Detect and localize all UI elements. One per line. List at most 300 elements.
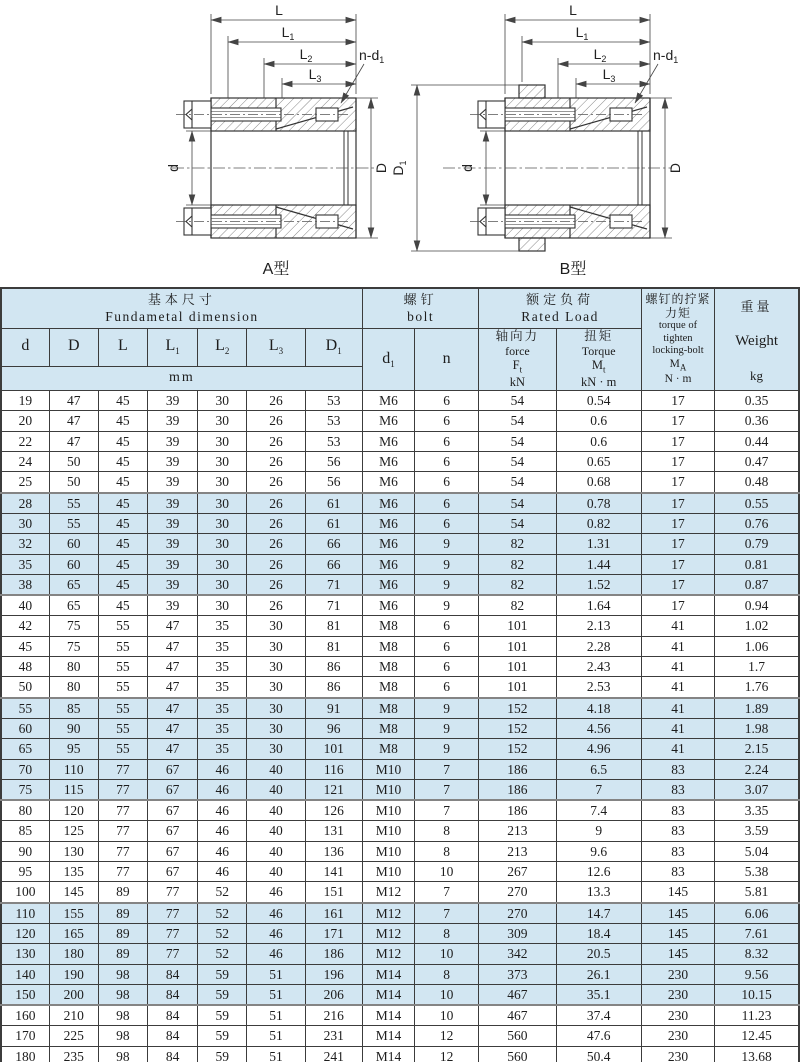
cell-L2: 46 — [198, 841, 247, 861]
cell-tighten-torque: 41 — [641, 616, 714, 636]
cell-weight: 7.61 — [715, 923, 799, 943]
cell-L2: 52 — [198, 944, 247, 964]
technical-drawings — [0, 0, 800, 287]
cell-torque: 2.28 — [556, 636, 641, 656]
cell-torque: 0.68 — [556, 472, 641, 493]
cell-d: 140 — [1, 964, 49, 984]
cell-D: 95 — [49, 739, 98, 759]
cell-n: 9 — [415, 534, 479, 554]
cell-d1: M14 — [362, 1005, 414, 1026]
dim-label-D: D — [667, 162, 683, 174]
cell-d: 32 — [1, 534, 49, 554]
dim-label-L3: $L_3$ — [308, 66, 322, 84]
cell-L: 45 — [98, 513, 147, 533]
cell-D: 65 — [49, 574, 98, 595]
cell-d: 100 — [1, 882, 49, 903]
cell-d1: M12 — [362, 923, 414, 943]
cell-d1: M6 — [362, 554, 414, 574]
cell-L1: 39 — [148, 472, 198, 493]
cell-D1: 61 — [305, 513, 362, 533]
cell-axial-force: 54 — [479, 452, 556, 472]
cell-tighten-torque: 17 — [641, 595, 714, 616]
table-row — [1, 882, 799, 903]
header-row-1 — [1, 288, 799, 328]
cell-L2: 30 — [198, 595, 247, 616]
cell-D: 50 — [49, 472, 98, 493]
cell-axial-force: 560 — [479, 1026, 556, 1046]
cell-tighten-torque: 41 — [641, 718, 714, 738]
cell-tighten-torque: 17 — [641, 452, 714, 472]
cell-L: 55 — [98, 739, 147, 759]
table-row — [1, 472, 799, 493]
cell-tighten-torque: 145 — [641, 903, 714, 924]
cell-L: 45 — [98, 472, 147, 493]
cell-n: 9 — [415, 595, 479, 616]
cell-D1: 241 — [305, 1046, 362, 1062]
header-bolt: 螺钉 bolt — [362, 288, 478, 328]
cell-d1: M8 — [362, 616, 414, 636]
cell-tighten-torque: 17 — [641, 513, 714, 533]
table-row — [1, 964, 799, 984]
cell-D1: 216 — [305, 1005, 362, 1026]
cell-axial-force: 101 — [479, 616, 556, 636]
cell-L1: 67 — [148, 779, 198, 800]
cell-axial-force: 101 — [479, 677, 556, 698]
cell-n: 7 — [415, 800, 479, 821]
cell-weight: 1.02 — [715, 616, 799, 636]
cell-D1: 141 — [305, 862, 362, 882]
cell-L1: 47 — [148, 718, 198, 738]
cell-D: 235 — [49, 1046, 98, 1062]
cell-weight: 8.32 — [715, 944, 799, 964]
cell-n: 9 — [415, 698, 479, 719]
type-b-drawing — [383, 0, 703, 287]
cell-D1: 151 — [305, 882, 362, 903]
cell-D1: 53 — [305, 431, 362, 451]
dim-label-L1: $L_1$ — [281, 24, 295, 42]
cell-D: 47 — [49, 431, 98, 451]
table-row — [1, 821, 799, 841]
cell-L3: 26 — [247, 513, 305, 533]
cell-tighten-torque: 17 — [641, 431, 714, 451]
cell-L1: 47 — [148, 636, 198, 656]
cell-L: 98 — [98, 964, 147, 984]
cell-D: 225 — [49, 1026, 98, 1046]
cell-weight: 12.45 — [715, 1026, 799, 1046]
cell-L3: 46 — [247, 944, 305, 964]
cell-L2: 35 — [198, 677, 247, 698]
table-row — [1, 779, 799, 800]
cell-d1: M6 — [362, 431, 414, 451]
table-body — [1, 391, 799, 1062]
header-dim-L2: $L_2$ — [198, 328, 247, 366]
cell-tighten-torque: 83 — [641, 759, 714, 779]
cell-torque: 0.78 — [556, 493, 641, 514]
cell-n: 9 — [415, 574, 479, 595]
cell-L: 55 — [98, 677, 147, 698]
table-row — [1, 677, 799, 698]
cell-axial-force: 82 — [479, 554, 556, 574]
cell-D1: 66 — [305, 554, 362, 574]
cell-weight: 1.7 — [715, 657, 799, 677]
cell-axial-force: 467 — [479, 984, 556, 1005]
cell-D1: 131 — [305, 821, 362, 841]
cell-torque: 7.4 — [556, 800, 641, 821]
cell-L1: 39 — [148, 452, 198, 472]
cell-n: 9 — [415, 718, 479, 738]
table-row — [1, 431, 799, 451]
cell-axial-force: 54 — [479, 472, 556, 493]
cell-L2: 46 — [198, 862, 247, 882]
cell-tighten-torque: 83 — [641, 841, 714, 861]
cell-D: 130 — [49, 841, 98, 861]
cell-d: 80 — [1, 800, 49, 821]
header-tighten-torque: 螺钉的拧紧 力矩 torque of tighten locking-bolt $M_A$ N · m — [641, 288, 714, 391]
cell-d1: M6 — [362, 534, 414, 554]
cell-d1: M12 — [362, 944, 414, 964]
cell-weight: 0.87 — [715, 574, 799, 595]
cell-n: 8 — [415, 964, 479, 984]
cell-D: 55 — [49, 513, 98, 533]
cell-d1: M8 — [362, 698, 414, 719]
cell-tighten-torque: 83 — [641, 821, 714, 841]
cell-n: 7 — [415, 759, 479, 779]
cell-weight: 0.55 — [715, 493, 799, 514]
dim-label-L3: $L_3$ — [602, 66, 616, 84]
cell-torque: 14.7 — [556, 903, 641, 924]
table-row — [1, 534, 799, 554]
cell-axial-force: 270 — [479, 903, 556, 924]
cell-L2: 59 — [198, 1026, 247, 1046]
cell-weight: 5.04 — [715, 841, 799, 861]
cell-D: 80 — [49, 657, 98, 677]
cell-L3: 30 — [247, 698, 305, 719]
cell-d1: M14 — [362, 1046, 414, 1062]
cell-L: 89 — [98, 944, 147, 964]
cell-tighten-torque: 83 — [641, 862, 714, 882]
cell-L3: 26 — [247, 431, 305, 451]
cell-tighten-torque: 83 — [641, 779, 714, 800]
table-row — [1, 1005, 799, 1026]
cell-L1: 77 — [148, 903, 198, 924]
cell-d1: M10 — [362, 841, 414, 861]
cell-D: 200 — [49, 984, 98, 1005]
cell-L1: 39 — [148, 534, 198, 554]
cell-L1: 84 — [148, 1026, 198, 1046]
cell-D1: 56 — [305, 472, 362, 493]
header-weight: 重量 Weight kg — [715, 288, 799, 391]
cell-D1: 231 — [305, 1026, 362, 1046]
cell-L3: 30 — [247, 657, 305, 677]
cell-weight: 0.44 — [715, 431, 799, 451]
cell-n: 6 — [415, 493, 479, 514]
table-row — [1, 452, 799, 472]
cell-torque: 9.6 — [556, 841, 641, 861]
cell-n: 7 — [415, 779, 479, 800]
cell-D: 47 — [49, 391, 98, 411]
cell-axial-force: 152 — [479, 698, 556, 719]
cell-D1: 81 — [305, 636, 362, 656]
cell-weight: 10.15 — [715, 984, 799, 1005]
cell-d: 110 — [1, 903, 49, 924]
cell-tighten-torque: 230 — [641, 1005, 714, 1026]
cell-weight: 6.06 — [715, 903, 799, 924]
table-row — [1, 698, 799, 719]
header-dim-L: L — [98, 328, 147, 366]
cell-tighten-torque: 41 — [641, 677, 714, 698]
cell-d: 90 — [1, 841, 49, 861]
cell-D1: 86 — [305, 677, 362, 698]
cell-tighten-torque: 230 — [641, 964, 714, 984]
cell-L: 45 — [98, 431, 147, 451]
table-row — [1, 862, 799, 882]
cell-n: 6 — [415, 411, 479, 431]
cell-torque: 2.43 — [556, 657, 641, 677]
cell-weight: 0.36 — [715, 411, 799, 431]
table-row — [1, 759, 799, 779]
cell-d1: M8 — [362, 677, 414, 698]
cell-L: 45 — [98, 452, 147, 472]
cell-torque: 9 — [556, 821, 641, 841]
cell-L3: 26 — [247, 472, 305, 493]
cell-axial-force: 54 — [479, 493, 556, 514]
cell-L3: 51 — [247, 1026, 305, 1046]
header-torque: 扭矩 Torque $M_t$ kN · m — [556, 328, 641, 391]
cell-weight: 0.35 — [715, 391, 799, 411]
cell-weight: 1.89 — [715, 698, 799, 719]
cell-d: 130 — [1, 944, 49, 964]
table-row — [1, 554, 799, 574]
cell-L: 55 — [98, 657, 147, 677]
header-dim-D: D — [49, 328, 98, 366]
table-row — [1, 739, 799, 759]
cell-d: 35 — [1, 554, 49, 574]
cell-L: 55 — [98, 636, 147, 656]
cell-torque: 18.4 — [556, 923, 641, 943]
cell-L1: 39 — [148, 431, 198, 451]
cell-L3: 40 — [247, 841, 305, 861]
cell-tighten-torque: 145 — [641, 882, 714, 903]
cell-n: 10 — [415, 944, 479, 964]
table-row — [1, 984, 799, 1005]
header-rated-load: 额定负荷 Rated Load — [479, 288, 642, 328]
cell-axial-force: 186 — [479, 800, 556, 821]
cell-tighten-torque: 17 — [641, 391, 714, 411]
cell-n: 9 — [415, 739, 479, 759]
cell-L3: 26 — [247, 574, 305, 595]
cell-L1: 47 — [148, 616, 198, 636]
cell-axial-force: 213 — [479, 841, 556, 861]
cell-d: 45 — [1, 636, 49, 656]
cell-axial-force: 54 — [479, 411, 556, 431]
cell-weight: 3.35 — [715, 800, 799, 821]
cell-weight: 0.94 — [715, 595, 799, 616]
cell-axial-force: 373 — [479, 964, 556, 984]
cell-axial-force: 82 — [479, 534, 556, 554]
cell-D: 60 — [49, 534, 98, 554]
cell-L: 77 — [98, 800, 147, 821]
cell-L2: 59 — [198, 964, 247, 984]
cell-n: 6 — [415, 431, 479, 451]
cell-L3: 30 — [247, 718, 305, 738]
cell-L2: 46 — [198, 779, 247, 800]
cell-d: 42 — [1, 616, 49, 636]
header-basic-dimension: 基本尺寸 Fundametal dimension — [1, 288, 362, 328]
table-row — [1, 1026, 799, 1046]
cell-d1: M6 — [362, 391, 414, 411]
cell-weight: 3.07 — [715, 779, 799, 800]
cell-torque: 2.53 — [556, 677, 641, 698]
cell-torque: 4.18 — [556, 698, 641, 719]
cell-tighten-torque: 145 — [641, 944, 714, 964]
cell-torque: 0.65 — [556, 452, 641, 472]
cell-d1: M6 — [362, 411, 414, 431]
cell-L2: 52 — [198, 903, 247, 924]
cell-axial-force: 82 — [479, 574, 556, 595]
cell-D: 190 — [49, 964, 98, 984]
cell-n: 12 — [415, 1026, 479, 1046]
table-row — [1, 657, 799, 677]
cell-torque: 50.4 — [556, 1046, 641, 1062]
cell-L: 89 — [98, 903, 147, 924]
cell-n: 6 — [415, 513, 479, 533]
cell-axial-force: 152 — [479, 739, 556, 759]
table-row — [1, 411, 799, 431]
cell-weight: 13.68 — [715, 1046, 799, 1062]
cell-d1: M10 — [362, 759, 414, 779]
cell-torque: 6.5 — [556, 759, 641, 779]
cell-d1: M14 — [362, 1026, 414, 1046]
cell-L3: 46 — [247, 903, 305, 924]
cell-torque: 0.6 — [556, 431, 641, 451]
table-row — [1, 616, 799, 636]
cell-L: 77 — [98, 759, 147, 779]
cell-L1: 67 — [148, 759, 198, 779]
cell-L2: 59 — [198, 984, 247, 1005]
cell-d1: M6 — [362, 472, 414, 493]
cell-torque: 2.13 — [556, 616, 641, 636]
cell-L: 45 — [98, 595, 147, 616]
cell-L1: 39 — [148, 574, 198, 595]
cell-D1: 186 — [305, 944, 362, 964]
cell-n: 6 — [415, 391, 479, 411]
cell-d1: M6 — [362, 574, 414, 595]
cell-axial-force: 267 — [479, 862, 556, 882]
table-row — [1, 391, 799, 411]
cell-D: 90 — [49, 718, 98, 738]
cell-d: 65 — [1, 739, 49, 759]
cell-weight: 1.06 — [715, 636, 799, 656]
cell-axial-force: 560 — [479, 1046, 556, 1062]
cell-D: 60 — [49, 554, 98, 574]
cell-L: 98 — [98, 1046, 147, 1062]
cell-n: 6 — [415, 472, 479, 493]
cell-D1: 171 — [305, 923, 362, 943]
cell-axial-force: 54 — [479, 431, 556, 451]
cell-D1: 71 — [305, 574, 362, 595]
cell-L2: 35 — [198, 657, 247, 677]
cell-L1: 47 — [148, 698, 198, 719]
cell-L2: 30 — [198, 574, 247, 595]
cell-tighten-torque: 83 — [641, 800, 714, 821]
table-row — [1, 718, 799, 738]
cell-n: 8 — [415, 821, 479, 841]
cell-L2: 30 — [198, 472, 247, 493]
cell-tighten-torque: 17 — [641, 554, 714, 574]
cell-d: 50 — [1, 677, 49, 698]
dim-label-L2: $L_2$ — [593, 46, 607, 64]
dim-label-D: D — [373, 162, 389, 174]
cell-torque: 0.54 — [556, 391, 641, 411]
dim-label-L: L — [569, 2, 577, 18]
cell-D1: 53 — [305, 411, 362, 431]
cell-weight: 5.81 — [715, 882, 799, 903]
cell-D1: 96 — [305, 718, 362, 738]
cell-axial-force: 186 — [479, 759, 556, 779]
cell-D: 155 — [49, 903, 98, 924]
cell-torque: 26.1 — [556, 964, 641, 984]
cell-L3: 30 — [247, 677, 305, 698]
table-row — [1, 636, 799, 656]
cell-tighten-torque: 230 — [641, 1046, 714, 1062]
table-row — [1, 595, 799, 616]
cell-L2: 46 — [198, 800, 247, 821]
cell-D1: 206 — [305, 984, 362, 1005]
cell-n: 6 — [415, 636, 479, 656]
cell-torque: 1.52 — [556, 574, 641, 595]
cell-d: 170 — [1, 1026, 49, 1046]
cell-L: 98 — [98, 1005, 147, 1026]
cell-L2: 30 — [198, 554, 247, 574]
cell-weight: 1.76 — [715, 677, 799, 698]
cell-n: 8 — [415, 923, 479, 943]
cell-d1: M6 — [362, 513, 414, 533]
cell-L: 45 — [98, 391, 147, 411]
cell-axial-force: 213 — [479, 821, 556, 841]
cell-L: 55 — [98, 698, 147, 719]
cell-n: 12 — [415, 1046, 479, 1062]
dim-label-L: L — [275, 2, 283, 18]
cell-d1: M10 — [362, 800, 414, 821]
table-row — [1, 903, 799, 924]
cell-d: 30 — [1, 513, 49, 533]
cell-d1: M8 — [362, 636, 414, 656]
header-dim-L3: $L_3$ — [247, 328, 305, 366]
cell-d: 180 — [1, 1046, 49, 1062]
cell-L1: 84 — [148, 1046, 198, 1062]
cell-L3: 26 — [247, 391, 305, 411]
cell-L: 45 — [98, 554, 147, 574]
cell-tighten-torque: 145 — [641, 923, 714, 943]
cell-weight: 0.76 — [715, 513, 799, 533]
cell-L3: 26 — [247, 554, 305, 574]
flange-tab-top — [519, 85, 545, 98]
cell-d1: M10 — [362, 862, 414, 882]
dim-label-nd1: $n-d_1$ — [359, 47, 385, 65]
table-row — [1, 1046, 799, 1062]
cell-L2: 52 — [198, 923, 247, 943]
cell-D1: 66 — [305, 534, 362, 554]
cell-torque: 47.6 — [556, 1026, 641, 1046]
header-n: n — [415, 328, 479, 391]
cell-D1: 71 — [305, 595, 362, 616]
table-row — [1, 841, 799, 861]
cell-d1: M8 — [362, 718, 414, 738]
cell-torque: 20.5 — [556, 944, 641, 964]
cell-d1: M8 — [362, 657, 414, 677]
cell-torque: 0.82 — [556, 513, 641, 533]
cell-tighten-torque: 41 — [641, 657, 714, 677]
